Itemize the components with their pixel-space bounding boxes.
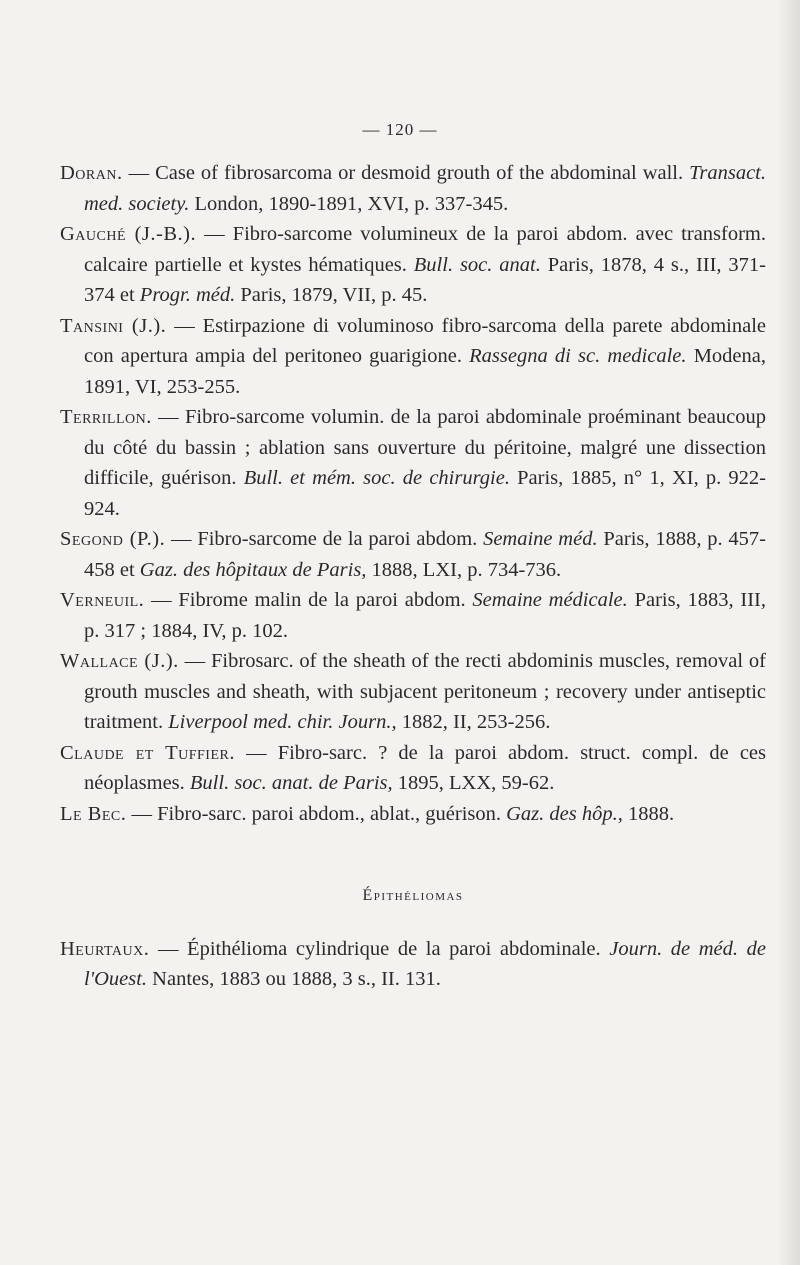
entry-author: Segond (P.). [60,528,166,550]
entry-journal: Semaine méd. [483,528,598,550]
entry-journal: Rassegna di sc. medicale. [469,345,687,367]
entry-text: — Fibro-sarc. paroi abdom., ablat., guérison. [126,802,507,825]
entry-text: — Fibro-sarcome volumineux de la paroi abdom. avec transform. calcaire partielle et kystes hématiques. [84,223,766,276]
bib-entry-verneuil [60,585,766,646]
entry-details: Paris, 1883, III, p. 317 ; 1884, IV, p. 102. [84,589,766,642]
section-heading: Épithéliomas [362,887,464,904]
entry-author: Verneuil. [60,589,145,611]
bib-entry-segond [60,524,766,585]
entry-details: London, 1890-1891, XVI, p. 337-345. [189,192,509,215]
bib-entry-le-bec [60,799,766,830]
entry-journal: Bull. soc. anat. de Paris, [189,772,393,794]
entry-text: — Fibro-sarc. ? de la paroi abdom. struct. compl. de ces néoplasmes. [84,741,766,794]
entry-author: Terrillon. [60,406,152,428]
entry-author: Le Bec. [60,802,127,825]
entry-text: — Fibro-sarcome volumin. de la paroi abdominale proéminant beaucoup du côté du bassin ; ablation sans ouverture du péritoine, malgré une dissection difficile, guérison. [84,406,766,489]
entry-author: Doran. [60,162,123,184]
entry-journal: Transact. med. society. [84,162,766,215]
entry-journal: Journ. de méd. de l'Ouest. [84,937,766,990]
entry-author: Heurtaux. [60,937,150,960]
entry-journal: Bull. et mém. soc. de chirurgie. [243,467,510,489]
entry-text: — Fibrome malin de la paroi abdom. [144,589,473,611]
bib-entry-terrillon [60,402,766,524]
bib-entry-tansini [60,311,766,403]
entry-details: Paris, 1885, n° 1, XI, p. 922-924. [84,467,766,520]
entry-details: Paris, 1888, p. 457-458 et [84,528,766,581]
entry-journal: Bull. soc. anat. [413,253,541,276]
entry-text: — Épithélioma cylindrique de la paroi abdominale. [149,937,610,960]
entry-author: Wallace (J.). [60,650,179,672]
bib-entry-gauche [60,219,766,311]
bibliography [60,158,766,995]
entry-author: Gauché (J.-B.). [60,223,197,245]
entry-text: — Estirpazione di voluminoso fibro-sarcoma della parete abdominale con apertura ampia del peritoneo guarigione. [84,314,766,367]
entry-journal: Gaz. des hôp., [506,802,623,825]
entry-text: — Case of fibrosarcoma or desmoid grouth of the abdominal wall. [122,162,690,184]
page-edge-shadow [778,0,800,1265]
bib-entry-doran [60,158,766,219]
entry-journal-2: Progr. méd. [139,284,236,306]
entry-journal: Liverpool med. chir. Journ., [168,711,397,733]
entry-details-2: 1888, LXI, p. 734-736. [366,558,562,581]
bib-entry-claude-tuffier [60,738,766,799]
entry-journal-2: Gaz. des hôpitaux de Paris, [139,558,367,581]
entry-journal: Semaine médicale. [472,589,628,611]
page-number: — 120 — [362,120,438,139]
entry-text: — Fibro-sarcome de la paroi abdom. [165,528,484,550]
entry-details: 1888. [622,802,675,825]
entry-details: 1895, LXX, 59-62. [392,772,555,794]
entry-details: Nantes, 1883 ou 1888, 3 s., II. 131. [147,968,441,990]
entry-author: Claude et Tuffier. [60,741,235,764]
entry-details: 1882, II, 253-256. [396,711,551,733]
bib-entry-heurtaux [60,934,766,995]
entry-details: Paris, 1878, 4 s., III, 371-374 et [84,253,766,306]
entry-text: — Fibrosarc. of the sheath of the recti abdominis muscles, removal of grouth muscles and sheath, with subjacent peritoneum ; recovery under antiseptic traitment. [84,650,767,733]
entry-details-2: Paris, 1879, VII, p. 45. [235,284,428,306]
entry-author: Tansini (J.). [60,314,167,337]
bib-entry-wallace [60,646,766,738]
entry-details: Modena, 1891, VI, 253-255. [84,345,766,398]
